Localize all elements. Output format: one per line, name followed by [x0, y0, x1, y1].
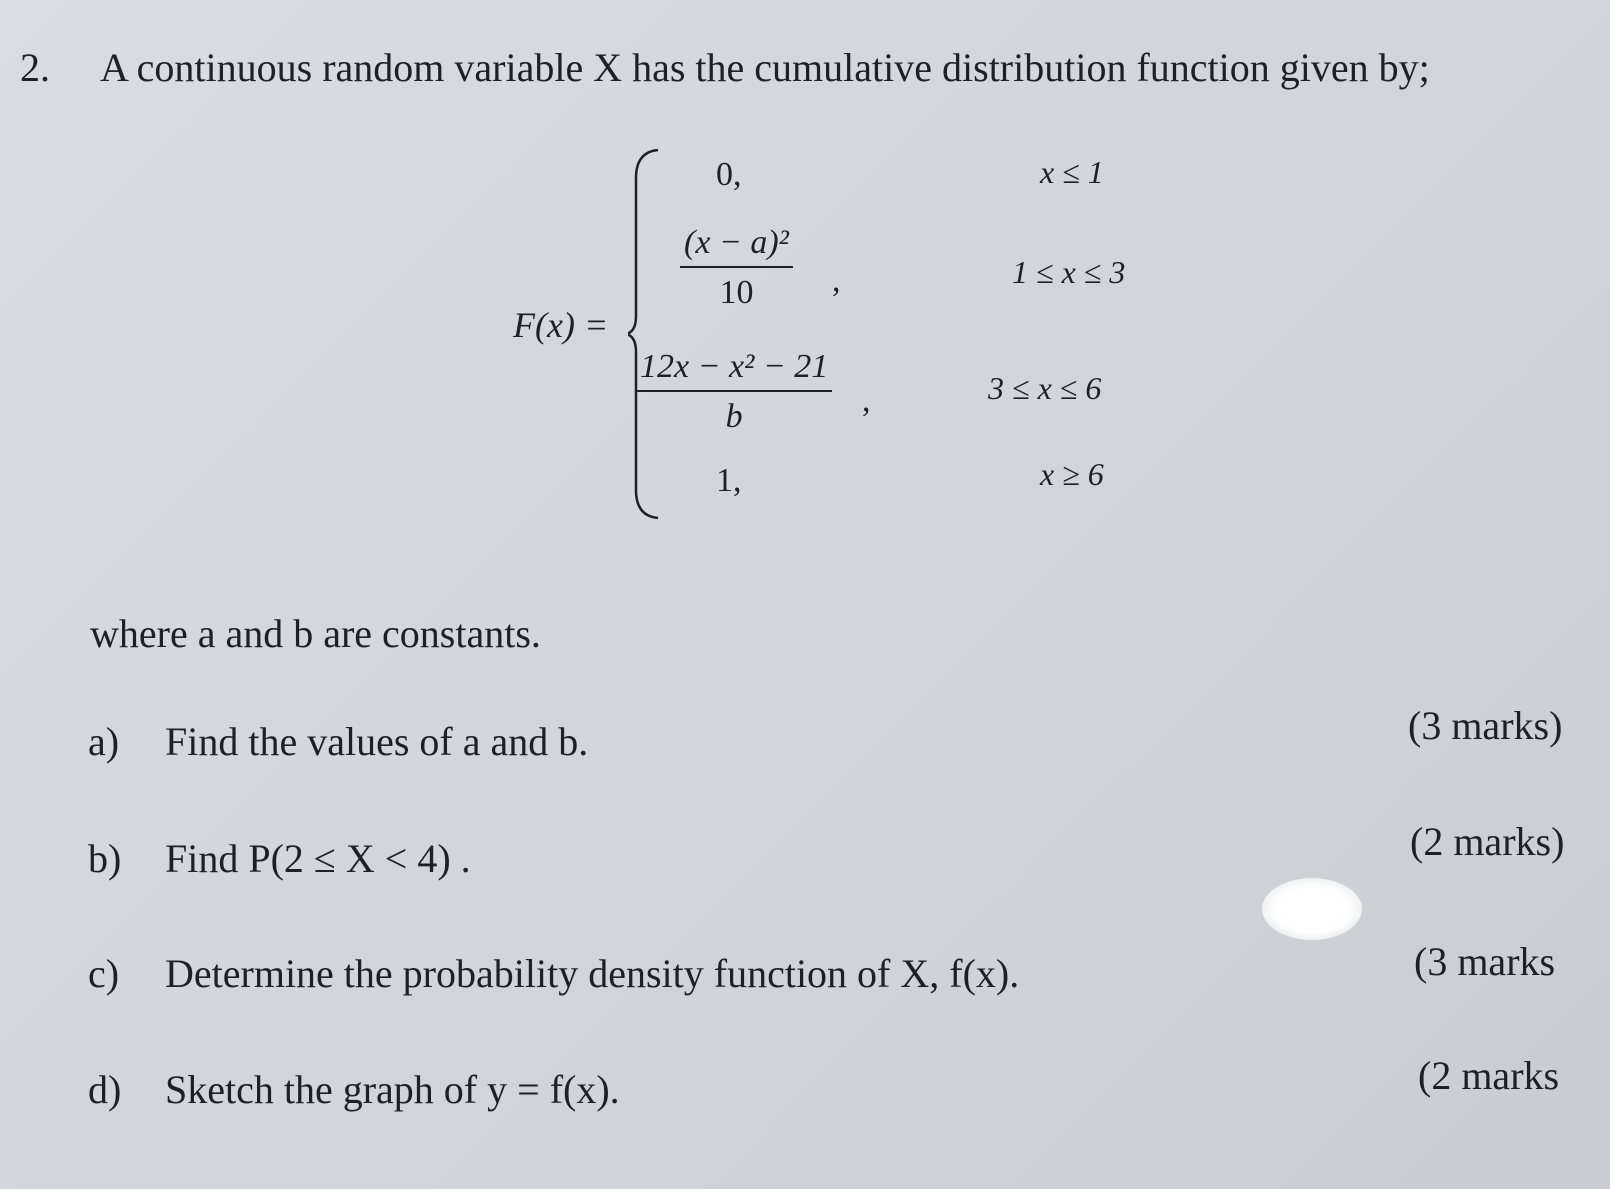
left-brace-icon [628, 148, 664, 520]
case-2-condition: 1 ≤ x ≤ 3 [1012, 254, 1126, 290]
case-4-condition: x ≥ 6 [1040, 456, 1104, 492]
part-a-marks: (3 marks) [1408, 703, 1563, 748]
case-3-denominator: b [725, 398, 743, 435]
case-1-expr: 0, [716, 156, 742, 193]
case-3-numerator: 12x − x² − 21 [640, 348, 829, 385]
part-a-text: Find the values of a and b. [165, 719, 589, 764]
part-c-text: Determine the probability density function of X, f(x). [165, 951, 1020, 996]
fraction-bar [680, 266, 793, 268]
question-intro: A continuous random variable X has the cumulative distribution function given by; [100, 45, 1430, 90]
part-d-marks: (2 marks [1418, 1053, 1560, 1098]
case-1-condition: x ≤ 1 [1040, 154, 1104, 190]
part-c-marks: (3 marks [1414, 939, 1556, 984]
case-3-condition: 3 ≤ x ≤ 6 [988, 370, 1102, 406]
case-2-fraction [680, 224, 793, 312]
case-2-denominator: 10 [719, 274, 754, 311]
part-c-label: c) [88, 951, 120, 996]
part-d-text: Sketch the graph of y = f(x). [165, 1067, 620, 1112]
part-a-label: a) [88, 719, 120, 764]
part-d-label: d) [88, 1067, 122, 1112]
case-3-comma: , [862, 382, 871, 419]
case-2-numerator: (x − a)² [684, 224, 789, 261]
part-b-text: Find P(2 ≤ X < 4) . [165, 836, 471, 881]
constants-note: where a and b are constants. [90, 611, 541, 656]
case-4-expr: 1, [716, 462, 742, 499]
part-b-label: b) [88, 836, 122, 881]
question-number: 2. [20, 45, 50, 90]
formula-lhs: F(x) = [513, 305, 609, 345]
part-b-marks: (2 marks) [1410, 819, 1565, 864]
light-glare [1262, 878, 1362, 940]
case-2-comma: , [832, 262, 841, 299]
fraction-bar [636, 390, 832, 392]
case-3-fraction [636, 348, 832, 436]
